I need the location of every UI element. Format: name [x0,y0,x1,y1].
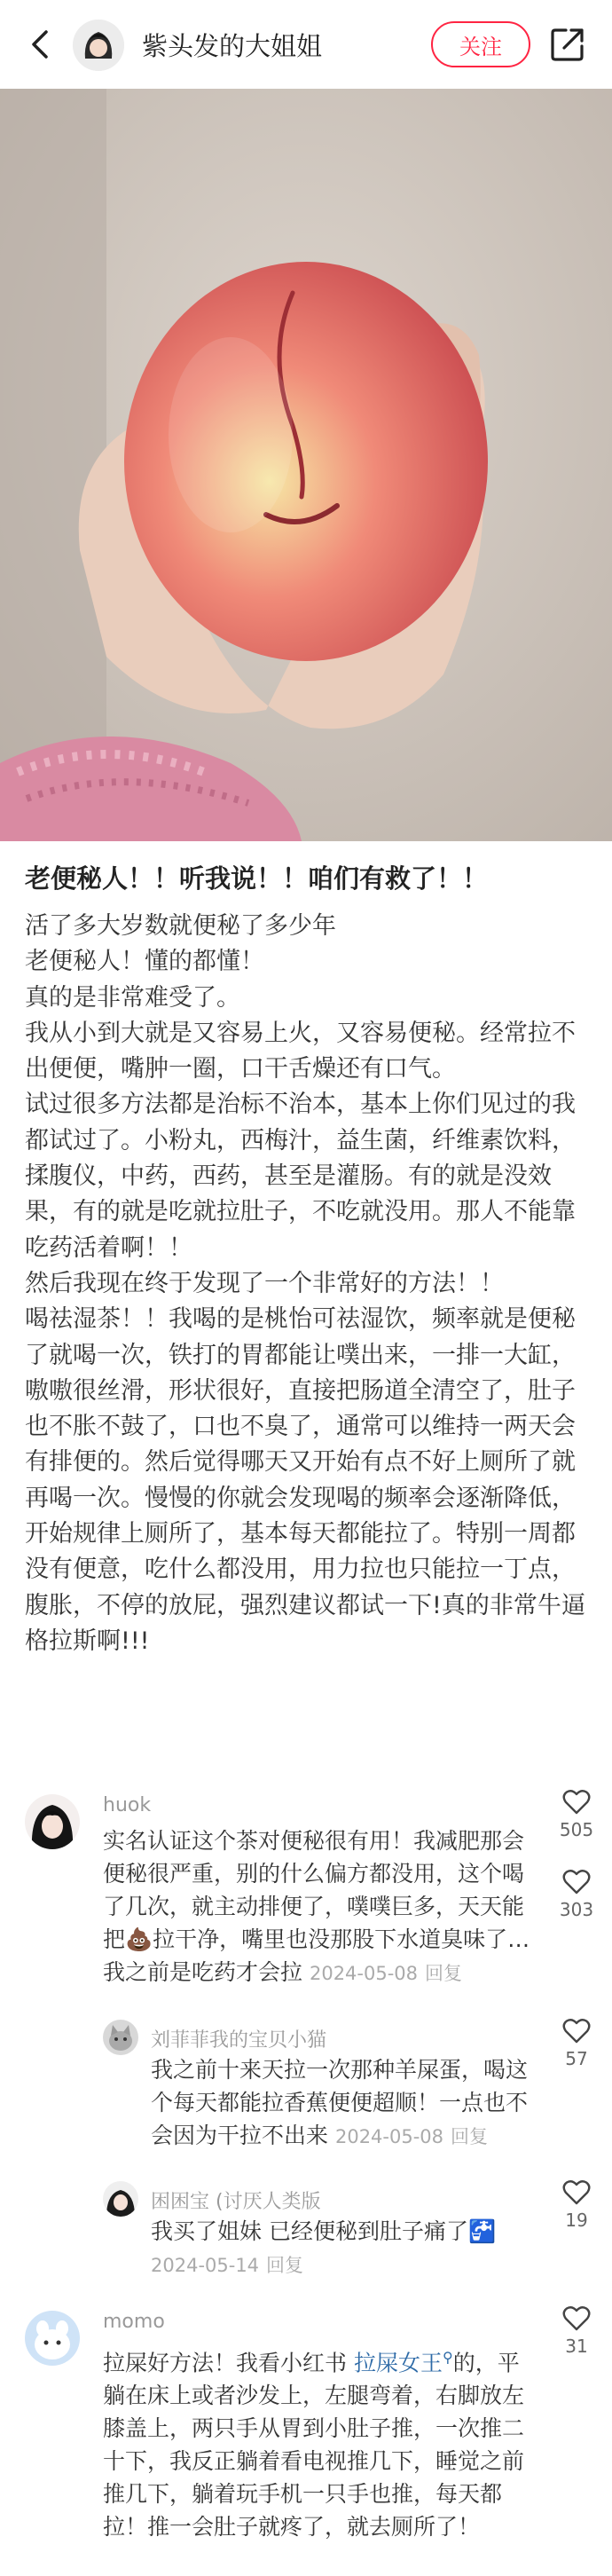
post-body [25,909,592,1659]
like-button[interactable] [550,2305,603,2357]
like-count: 505 [559,1819,594,1840]
commenter-name[interactable]: 刘菲菲我的宝贝小猫 [151,2029,327,2052]
commenter-avatar[interactable] [25,2311,80,2366]
follow-button[interactable]: 关注 [431,21,530,67]
like-button[interactable] [550,1789,603,1840]
comment-item [0,1784,612,2005]
post-paragraph: 试过很多方法都是治标不治本，基本上你们见过的我都试过了。小粉丸，西梅汁，益生菌，纤维素饮料，揉腹仪，中药，西药，甚至是灌肠。有的就是没效果，有的就是吃就拉肚子，不吃就没用。那人不能靠吃药活着啊！！ [25,1091,576,1262]
heart-icon [562,2018,591,2044]
post-paragraph: 然后我现在终于发现了一个非常好的方法！！ [25,1269,504,1297]
top-bar [0,0,612,89]
post-paragraph: 真的是非常难受了。 [25,983,240,1012]
comment-body: 我买了姐妹 已经便秘到肚子痛了🚰 [151,2218,497,2244]
dislike-button[interactable] [550,1869,603,1920]
author-name[interactable]: 紫头发的大姐姐 [142,31,323,61]
heart-icon [562,2179,591,2206]
heart-icon [562,1869,591,1895]
comment-text [103,2341,534,2543]
comment-body: 实名认证这个茶对便秘很有用！我减肥那会便秘很严重，别的什么偏方都没用，这个喝了几次，就主动排便了，噗噗巨多，天天能把💩拉干净，嘴里也没那股下水道臭味了…我之前是吃药才会拉 [103,1828,530,1985]
reply-button[interactable]: 回复 [424,1963,462,1984]
post-paragraph: 喝祛湿茶！！我喝的是桃怡可祛湿饮，频率就是便秘了就喝一次，铁打的胃都能让噗出来，一排一大缸，嗷嗷很丝滑，形状很好，直接把肠道全清空了，肚子也不胀不鼓了，口也不臭了，通常可以维持一两天会有排便的。然后觉得哪天又开始有点不好上厕所了就再喝一次。慢慢的你就会发现喝的频率会逐渐降低，开始规律上厕所了，基本每天都能拉了。特别一周都没有便意，吃什么都没用，用力拉也只能拉一丁点，腹胀，不停的放屁，强烈建议都试一下!真的非常牛逼格拉斯啊!!! [25,1305,585,1655]
reply-button[interactable]: 回复 [450,2126,488,2147]
mentioned-link[interactable]: 拉屎女王 [353,2350,443,2376]
heart-icon [562,2305,591,2332]
like-count: 19 [565,2210,588,2231]
comment-date: 2024-05-14 [151,2255,260,2276]
like-button[interactable] [550,2179,603,2231]
search-icon: ⚲ [442,2349,453,2366]
commenter-name[interactable]: 困困宝 (讨厌人类版 [151,2191,321,2213]
comment-body-end: 的，平躺在床上或者沙发上，左腿弯着，右脚放左膝盖上，两只手从胃到小肚子推，一次推二十下，我反正躺着看电视推几下，睡觉之前推几下，躺着玩手机一只手也推，每天都拉！推一会肚子就疼了，就去厕所了！ [103,2350,525,2541]
commenter-avatar[interactable] [25,1794,80,1849]
comment-date: 2024-05-08 [309,1963,419,1984]
comment-date: 2024-05-08 [334,2126,444,2147]
share-icon[interactable] [548,25,587,64]
like-count: 57 [565,2048,588,2069]
post-paragraph: 老便秘人！懂的都懂！ [25,948,264,976]
post-photo[interactable] [0,89,612,841]
reply-item [0,2174,612,2298]
commenter-avatar[interactable] [103,2020,138,2055]
heart-icon [562,1789,591,1816]
post-title: 老便秘人！！听我说！！咱们有救了！！ [25,863,489,894]
commenter-name[interactable]: momo [103,2311,165,2333]
commenter-name[interactable]: huok [103,1794,152,1816]
commenter-avatar[interactable] [103,2181,138,2217]
post-paragraph: 活了多大岁数就便秘了多少年 [25,912,336,940]
comment-text [103,1824,534,1990]
comment-text [151,2053,534,2154]
like-count: 31 [565,2336,588,2357]
comment-text [151,2215,534,2282]
reply-item [0,2013,612,2172]
post-paragraph: 我从小到大就是又容易上火，又容易便秘。经常拉不出便便，嘴肿一圈，口干舌燥还有口气。 [25,1019,576,1083]
author-avatar[interactable] [73,20,124,71]
dislike-count: 303 [559,1899,594,1920]
like-button[interactable] [550,2018,603,2069]
reply-button[interactable]: 回复 [266,2255,303,2276]
comment-item [0,2300,612,2576]
back-icon[interactable] [23,27,59,62]
comment-body: 我之前十来天拉一次那种羊屎蛋，喝这个每天都能拉香蕉便便超顺！一点也不会因为干拉不出来 [151,2057,529,2148]
comment-body-start: 拉屎好方法！我看小红书 [103,2350,354,2376]
